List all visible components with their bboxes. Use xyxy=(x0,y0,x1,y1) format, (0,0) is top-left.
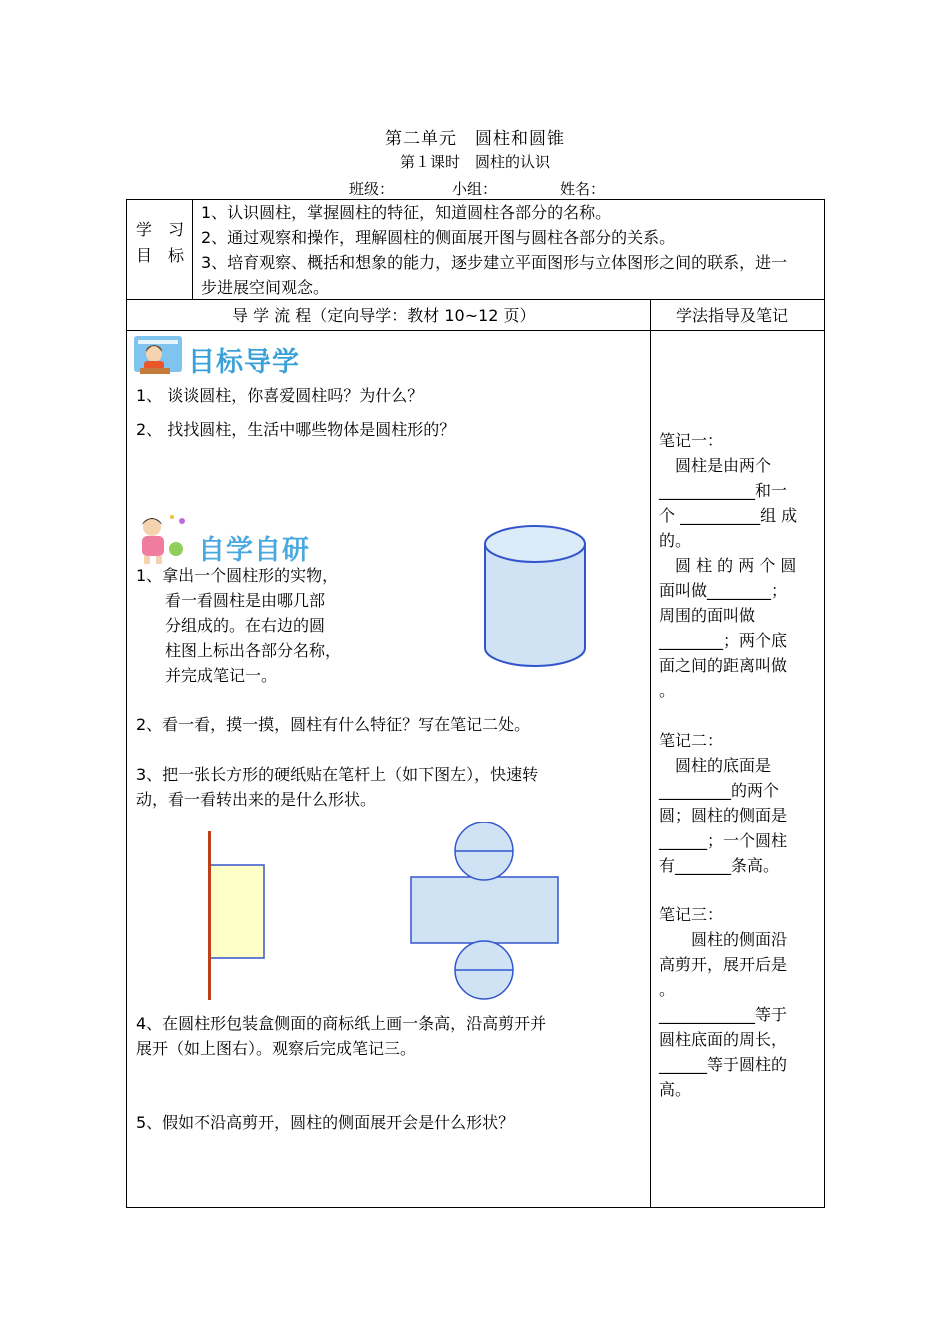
pole-paper-figure xyxy=(204,830,268,1002)
task-1-line: 并完成笔记一。 xyxy=(165,666,278,685)
note-1-line: 周围的面叫做 xyxy=(659,606,756,625)
task-5: 5、假如不沿高剪开，圆柱的侧面展开会是什么形状？ xyxy=(136,1113,515,1132)
note-1-line: 。 xyxy=(659,681,676,700)
question-2: 2、 找找圆柱，生活中哪些物体是圆柱形的？ xyxy=(136,420,456,439)
section-banner-goals: 目标导学 xyxy=(188,347,300,378)
task-1-line: 柱图上标出各部分名称， xyxy=(165,641,342,660)
task-1-line: 1、拿出一个圆柱形的实物， xyxy=(136,566,339,585)
note-1-line: 圆柱是由两个 xyxy=(659,456,772,475)
note-2-line: 圆柱的底面是 xyxy=(659,756,772,775)
lesson-subtitle: 第１课时 圆柱的认识 xyxy=(399,153,550,171)
note-3-line: 圆柱底面的周长， xyxy=(659,1030,788,1049)
section-banner-self-study: 自学自研 xyxy=(198,535,310,566)
note-3-line: 笔记三： xyxy=(659,905,724,924)
note-1-line: ________；两个底 xyxy=(659,631,788,650)
note-3-line: 高。 xyxy=(659,1080,692,1099)
task-3-line: 动，看一看转出来的是什么形状。 xyxy=(136,790,377,809)
group-label: 小组： xyxy=(452,180,498,198)
note-3-line: ______等于圆柱的 xyxy=(659,1055,788,1074)
objective-item: 步进展空间观念。 xyxy=(201,278,330,297)
note-2-line: 笔记二： xyxy=(659,731,724,750)
note-1-line: 圆 柱 的 两 个 圆 xyxy=(659,556,797,575)
note-1-line: 面叫做________； xyxy=(659,581,788,600)
teacher-illustration-icon xyxy=(134,334,182,376)
name-label: 姓名： xyxy=(560,180,606,198)
objective-item: 2、通过观察和操作，理解圆柱的侧面展开图与圆柱各部分的关系。 xyxy=(201,228,676,247)
student-illustration-icon xyxy=(134,513,192,565)
task-3-line: 3、把一张长方形的硬纸贴在笔杆上（如下图左），快速转 xyxy=(136,765,539,784)
note-1-line: 的。 xyxy=(659,531,692,550)
task-4-line: 展开（如上图右）。观察后完成笔记三。 xyxy=(136,1039,417,1058)
notes-column-header: 学法指导及笔记 xyxy=(676,306,789,325)
note-1-line: 笔记一： xyxy=(659,431,724,450)
task-4-line: 4、在圆柱形包装盒侧面的商标纸上画一条高，沿高剪开并 xyxy=(136,1014,547,1033)
note-1-line: ____________和一 xyxy=(659,481,788,500)
cylinder-figure xyxy=(482,522,588,670)
note-3-line: 高剪开，展开后是 xyxy=(659,955,788,974)
question-1: 1、 谈谈圆柱，你喜爱圆柱吗？为什么？ xyxy=(136,386,424,405)
task-1-line: 看一看圆柱是由哪几部 xyxy=(165,591,326,610)
note-2-line: 圆；圆柱的侧面是 xyxy=(659,806,788,825)
cylinder-net-figure xyxy=(408,822,562,1002)
objectives-label-line2: 目 标 xyxy=(136,246,185,265)
objectives-label-line1: 学 习 xyxy=(136,220,185,239)
note-2-line: 有_______条高。 xyxy=(659,856,780,875)
task-1-line: 分组成的。在右边的圆 xyxy=(165,616,326,635)
note-2-line: ______；一个圆柱 xyxy=(659,831,788,850)
note-3-line: 。 xyxy=(659,980,676,999)
note-3-line: 圆柱的侧面沿 xyxy=(659,930,788,949)
note-3-line: ____________等于 xyxy=(659,1005,788,1024)
note-1-line: 个 __________组 成 xyxy=(659,506,798,525)
flow-column-header: 导 学 流 程（定向导学：教材 10~12 页） xyxy=(232,306,536,325)
note-2-line: _________的两个 xyxy=(659,781,780,800)
task-2: 2、看一看，摸一摸，圆柱有什么特征？写在笔记二处。 xyxy=(136,715,531,734)
objective-item: 1、认识圆柱，掌握圆柱的特征，知道圆柱各部分的名称。 xyxy=(201,203,612,222)
page-title: 第二单元 圆柱和圆锥 xyxy=(385,129,565,149)
note-1-line: 面之间的距离叫做 xyxy=(659,656,788,675)
class-label: 班级： xyxy=(349,180,395,198)
objective-item: 3、培育观察、概括和想象的能力，逐步建立平面图形与立体图形之间的联系，进一 xyxy=(201,253,788,272)
